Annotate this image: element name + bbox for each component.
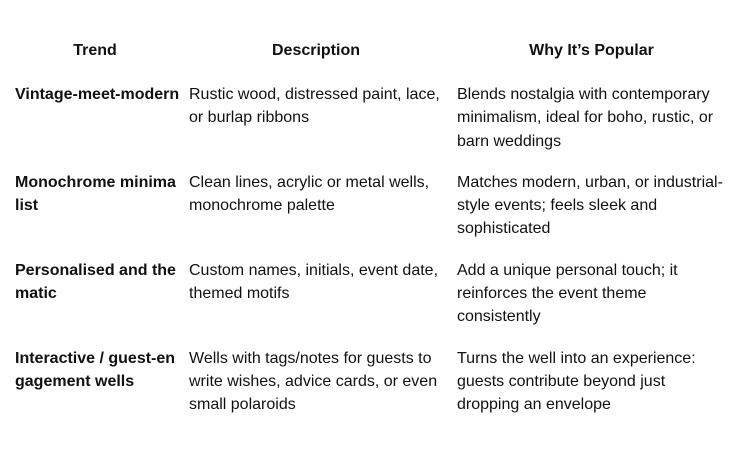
header-trend: Trend xyxy=(73,42,117,59)
table-header-row xyxy=(8,33,733,75)
description-cell: Rustic wood, distressed paint, lace, or burlap ribbons xyxy=(189,86,440,127)
header-why-popular: Why It’s Popular xyxy=(529,42,654,59)
table-row xyxy=(8,75,733,163)
description-cell: Custom names, initials, event date, themed motifs xyxy=(189,261,439,303)
description-cell: Wells with tags/notes for guests to write wishes, advice cards, or even small polaroids xyxy=(189,349,438,414)
table-row xyxy=(8,251,733,339)
trends-table xyxy=(8,33,733,427)
table-row xyxy=(8,339,733,427)
header-description: Description xyxy=(271,42,360,59)
trend-cell: Vintage-meet-modern xyxy=(15,86,180,103)
trend-cell: Monochrome minimalist xyxy=(15,173,176,215)
why-popular-cell: Matches modern, urban, or industrial-style events; feels sleek and sophisticated xyxy=(457,173,723,238)
why-popular-cell: Blends nostalgia with contemporary minimalism, ideal for boho, rustic, or barn weddings xyxy=(457,86,714,150)
description-cell: Clean lines, acrylic or metal wells, monochrome palette xyxy=(189,173,430,215)
table-row xyxy=(8,163,733,251)
why-popular-cell: Add a unique personal touch; it reinforces the event theme consistently xyxy=(457,261,678,326)
trend-cell: Personalised and thematic xyxy=(15,261,176,303)
trend-cell: Interactive / guest-engagement wells xyxy=(15,349,176,390)
why-popular-cell: Turns the well into an experience: guests contribute beyond just dropping an envelope xyxy=(457,349,696,414)
